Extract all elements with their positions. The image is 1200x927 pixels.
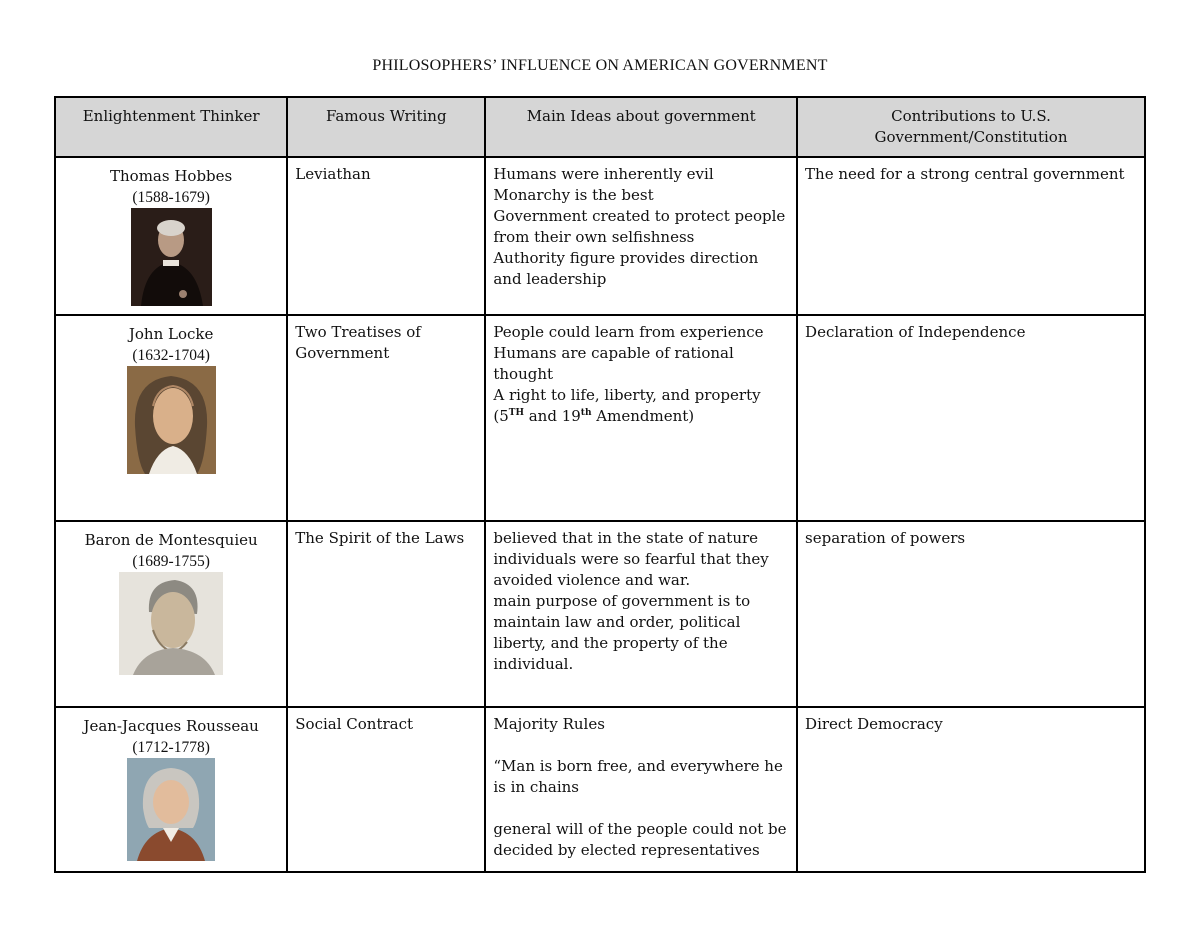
idea-line: “Man is born free, and everywhere he xyxy=(493,757,783,775)
thinker-name: Jean-Jacques Rousseau xyxy=(83,717,259,735)
idea-line: Humans are capable of rational xyxy=(493,344,734,362)
idea-line: liberty, and the property of the xyxy=(493,634,728,652)
thinker-cell xyxy=(55,521,287,707)
table-row xyxy=(55,157,1145,315)
header-writing: Famous Writing xyxy=(287,97,485,157)
idea-line: believed that in the state of nature xyxy=(493,529,759,547)
header-contributions xyxy=(797,97,1145,157)
idea-line: Authority figure provides direction xyxy=(493,249,759,267)
idea-line: People could learn from experience xyxy=(493,323,764,341)
header-contributions-line2: Government/Constitution xyxy=(874,128,1068,146)
thinker-dates: (1689-1755) xyxy=(132,553,210,570)
thinker-cell xyxy=(55,315,287,521)
thinker-name: Thomas Hobbes xyxy=(110,167,233,185)
montesquieu-portrait xyxy=(119,572,223,675)
thinker-dates: (1632-1704) xyxy=(132,347,210,364)
idea-line: individual. xyxy=(493,655,574,673)
idea-line: general will of the people could not be xyxy=(493,820,787,838)
idea-line: Government created to protect people xyxy=(493,207,786,225)
idea-line: individuals were so fearful that they xyxy=(493,550,769,568)
contribution-cell: The need for a strong central government xyxy=(797,157,1145,315)
thinker-dates: (1588-1679) xyxy=(132,189,210,206)
header-contributions-line1: Contributions to U.S. xyxy=(891,107,1051,125)
table-row xyxy=(55,521,1145,707)
idea-line: A right to life, liberty, and property xyxy=(493,386,761,404)
idea-line: avoided violence and war. xyxy=(493,571,691,589)
table-row xyxy=(55,315,1145,521)
header-row xyxy=(55,97,1145,157)
idea-line: Monarchy is the best xyxy=(493,186,654,204)
hobbes-portrait xyxy=(131,208,212,306)
contribution-cell: Declaration of Independence xyxy=(797,315,1145,521)
rousseau-portrait xyxy=(127,758,215,861)
idea-line: Humans were inherently evil xyxy=(493,165,714,183)
idea-line: main purpose of government is to xyxy=(493,592,751,610)
contribution-cell: separation of powers xyxy=(797,521,1145,707)
writing-cell: The Spirit of the Laws xyxy=(287,521,485,707)
thinker-name: Baron de Montesquieu xyxy=(84,531,258,549)
header-ideas: Main Ideas about government xyxy=(485,97,797,157)
ideas-cell xyxy=(485,157,797,315)
idea-line: decided by elected representatives xyxy=(493,841,760,859)
amendment-line xyxy=(493,406,789,427)
table-row xyxy=(55,707,1145,872)
locke-portrait xyxy=(127,366,216,474)
contribution-cell: Direct Democracy xyxy=(797,707,1145,872)
idea-line: maintain law and order, political xyxy=(493,613,741,631)
amendment-open: (5 xyxy=(493,407,509,425)
idea-line: Majority Rules xyxy=(493,715,605,733)
idea-line: from their own selfishness xyxy=(493,228,695,246)
ideas-cell xyxy=(485,521,797,707)
idea-line: is in chains xyxy=(493,778,579,796)
thinker-cell xyxy=(55,157,287,315)
idea-line: thought xyxy=(493,365,554,383)
writing-cell: Leviathan xyxy=(287,157,485,315)
ideas-cell xyxy=(485,707,797,872)
amendment-sup-19th: th xyxy=(580,408,592,418)
writing-cell: Social Contract xyxy=(287,707,485,872)
thinker-dates: (1712-1778) xyxy=(132,739,210,756)
header-thinker: Enlightenment Thinker xyxy=(55,97,287,157)
ideas-cell xyxy=(485,315,797,521)
amendment-close: Amendment) xyxy=(591,407,695,425)
thinker-cell xyxy=(55,707,287,872)
amendment-sup-5th: TH xyxy=(508,408,524,418)
writing-cell: Two Treatises of Government xyxy=(287,315,485,521)
philosophers-table xyxy=(54,96,1146,873)
document-title: PHILOSOPHERS’ INFLUENCE ON AMERICAN GOVERNMENT xyxy=(372,57,828,74)
thinker-name: John Locke xyxy=(128,325,214,343)
amendment-mid: and 19 xyxy=(523,407,581,425)
idea-line: and leadership xyxy=(493,270,607,288)
